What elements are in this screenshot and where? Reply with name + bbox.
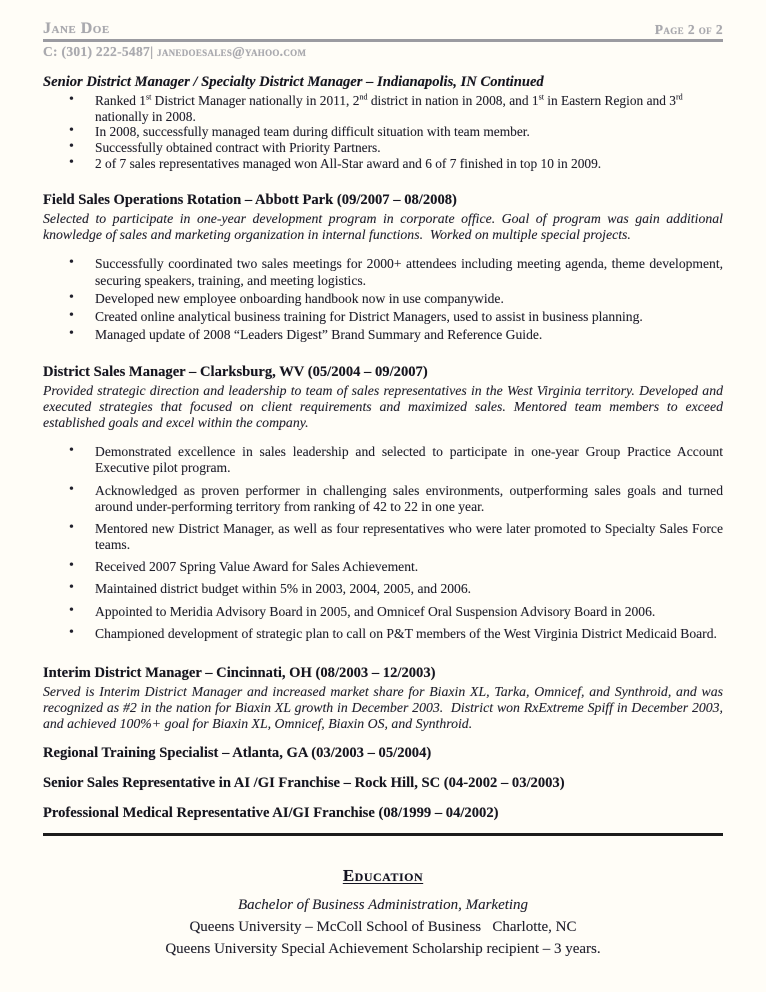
education-heading-row — [43, 861, 723, 888]
job-bullet: • Developed new employee onboarding handbook now in use companywide. — [95, 291, 723, 307]
job-title: Regional Training Specialist – Atlanta, GA (03/2003 – 05/2004) — [43, 744, 432, 761]
job-bullet: • Acknowledged as proven performer in challenging sales environments, outperforming sales goals and turned around under-performing territory from ranking of 42 to 22 in one year. — [95, 483, 723, 515]
experience-sections — [43, 74, 727, 822]
education-section — [43, 861, 723, 958]
experience-section-regional-training-specialist — [43, 745, 723, 762]
job-title: Interim District Manager – Cincinnati, OH (08/2003 – 12/2003) — [43, 664, 436, 681]
job-bullet: • In 2008, successfully managed team during difficult situation with team member. — [95, 124, 723, 140]
job-bullet: • Successfully coordinated two sales meetings for 2000+ attendees including meeting agenda, theme development, securing speakers, training, and meeting logistics. — [95, 256, 723, 288]
job-bullet-list — [43, 444, 727, 642]
job-bullet: • Received 2007 Spring Value Award for Sales Achievement. — [95, 559, 723, 575]
header-rule — [43, 20, 723, 42]
experience-section-senior-sales-representative — [43, 775, 723, 792]
page-number: Page 2 of 2 — [654, 22, 723, 37]
job-title: Senior District Manager / Specialty District Manager – Indianapolis, IN Continued — [43, 74, 544, 90]
header-name: Jane Doe — [43, 20, 110, 37]
job-bullet: • Maintained district budget within 5% in 2003, 2004, 2005, and 2006. — [95, 581, 723, 597]
job-bullet: • Demonstrated excellence in sales leadership and selected to participate in one-year Group Practice Account Executive pilot program. — [95, 444, 723, 476]
education-school: Queens University – McColl School of Business Charlotte, NC — [189, 918, 577, 935]
job-summary: Served is Interim District Manager and increased market share for Biaxin XL, Tarka, Omnicef, and Synthroid, and was recognized as #2 in the nation for Biaxin XL growth in December 2003. District won RxExtreme Spiff in December 2003, and achieved 100%+ goal for Biaxin XL, Omnicef, Biaxin OS, and Synthroid. — [43, 683, 727, 731]
job-summary: Provided strategic direction and leadership to team of sales representatives in the West Virginia territory. Developed and executed strategies that focused on client requirements and maximized sales. Mentored team members to exceed established goals and excel within the company. — [43, 383, 727, 431]
education-heading: Education — [342, 865, 424, 885]
job-summary: Selected to participate in one-year development program in corporate office. Goal of program was gain additional knowledge of sales and marketing organization in internal functions. Worked on multiple special projects. — [43, 211, 727, 243]
contact-line: C: (301) 222-5487| janedoesales@yahoo.com — [43, 44, 307, 59]
job-bullet: • Appointed to Meridia Advisory Board in 2005, and Omnicef Oral Suspension Advisory Board in 2006. — [95, 604, 723, 620]
experience-section-professional-medical-representative — [43, 805, 723, 822]
education-degree: Bachelor of Business Administration, Marketing — [237, 896, 529, 913]
job-title: Professional Medical Representative AI/GI Franchise (08/1999 – 04/2002) — [43, 804, 499, 821]
experience-section-interim-district-manager — [43, 664, 727, 732]
job-bullet: • Championed development of strategic plan to call on P&T members of the West Virginia District Medicaid Board. — [95, 626, 723, 642]
job-bullet-list — [43, 256, 727, 343]
job-bullet: • Created online analytical business training for District Managers, used to assist in business planning. — [95, 309, 723, 325]
job-title: Field Sales Operations Rotation – Abbott Park (09/2007 – 08/2008) — [43, 192, 457, 209]
education-award: Queens University Special Achievement Scholarship recipient – 3 years. — [165, 940, 601, 957]
job-bullet-list — [43, 93, 723, 171]
job-bullet: • 2 of 7 sales representatives managed won All-Star award and 6 of 7 finished in top 10 in 2009. — [95, 156, 723, 172]
experience-section-senior-district-manager — [43, 74, 723, 171]
job-bullet: • Managed update of 2008 “Leaders Digest” Brand Summary and Reference Guide. — [95, 327, 723, 343]
job-bullet: • Mentored new District Manager, as well as four representatives who were later promoted to Specialty Sales Force teams. — [95, 521, 723, 553]
job-bullet: • Ranked 1st District Manager nationally in 2011, 2nd district in nation in 2008, and 1st in Eastern Region and 3rd nationally in 2008. — [95, 93, 723, 124]
page-header — [43, 20, 723, 60]
job-title: District Sales Manager – Clarksburg, WV (05/2004 – 09/2007) — [43, 364, 428, 381]
job-title: Senior Sales Representative in AI /GI Franchise – Rock Hill, SC (04-2002 – 03/2003) — [43, 774, 565, 791]
section-divider-rule — [43, 833, 723, 836]
experience-section-field-sales-operations-rotation — [43, 192, 727, 343]
experience-section-district-sales-manager — [43, 364, 727, 642]
job-bullet: • Successfully obtained contract with Priority Partners. — [95, 140, 723, 156]
